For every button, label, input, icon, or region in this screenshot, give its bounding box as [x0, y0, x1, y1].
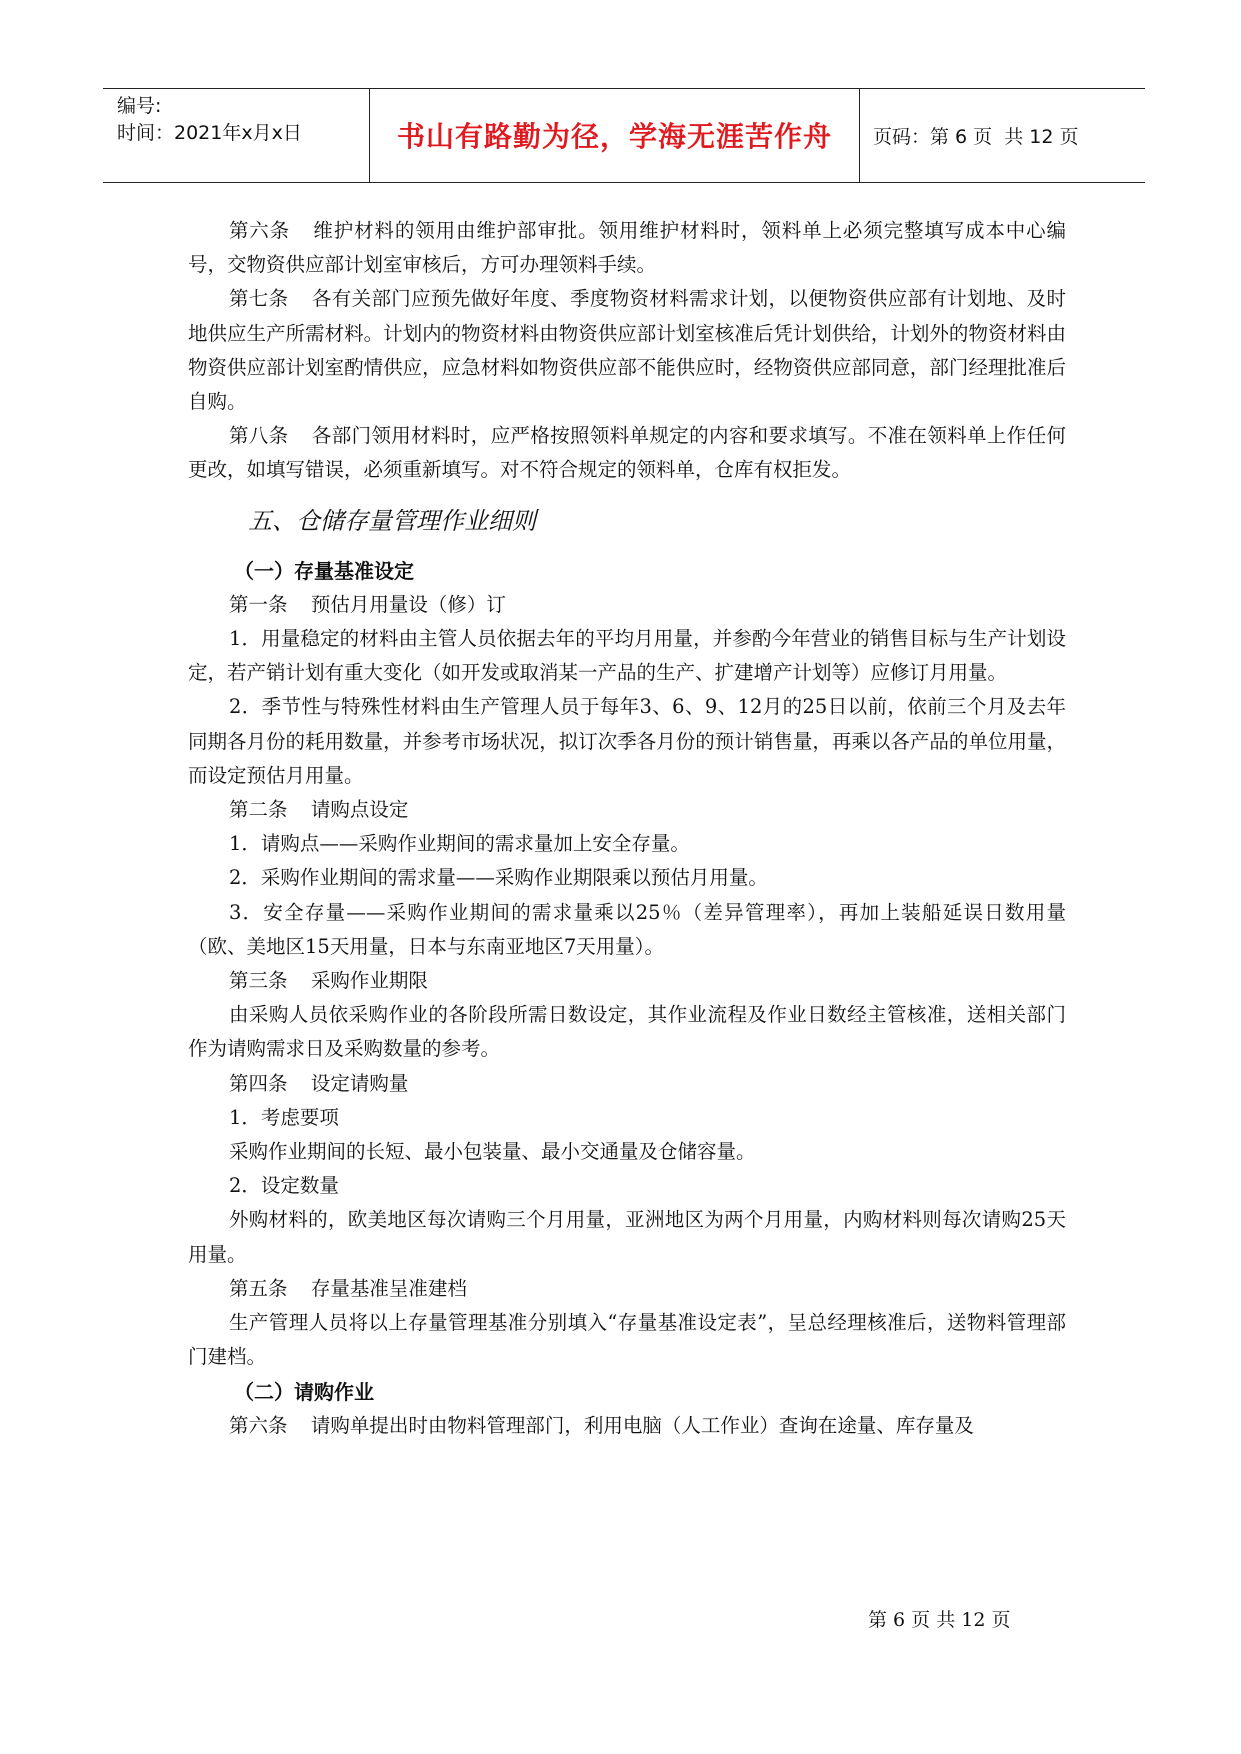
article-title: 采购作业期限: [310, 969, 428, 993]
article-number: 第一条: [228, 592, 288, 616]
article-text: 各有关部门应预先做好年度、季度物资材料需求计划，以便物资供应部有计划地、及时地供应生产所需材料。计划内的物资材料由物资供应部计划室核准后凭计划供给，计划外的物资材料由物资供应部计划室酌情供应，应急材料如物资供应部不能供应时，经物资供应部同意，部门经理批准后自购。: [188, 287, 1066, 414]
list-item: 1．考虑要项: [228, 1105, 339, 1129]
time-label: 时间：2021年x月x日: [117, 122, 302, 144]
list-item: 3．安全存量——采购作业期间的需求量乘以25％（差异管理率），再加上装船延误日数用量（欧、美地区15天用量，日本与东南亚地区7天用量）。: [188, 900, 1066, 958]
paragraph: [188, 588, 1066, 622]
article-text: 请购单提出时由物料管理部门，利用电脑（人工作业）查询在途量、库存量及: [310, 1413, 974, 1437]
article-text: 维护材料的领用由维护部审批。领用维护材料时，领料单上必须完整填写成本中心编号，交物资供应部计划室审核后，方可办理领料手续。: [188, 219, 1066, 277]
paragraph: 外购材料的，欧美地区每次请购三个月用量，亚洲地区为两个月用量，内购材料则每次请购25天用量。: [188, 1208, 1066, 1266]
article-number: 第六条: [228, 219, 291, 242]
header-meta: [117, 93, 367, 147]
article-title: 存量基准呈准建档: [310, 1276, 467, 1300]
paragraph: 生产管理人员将以上存量管理基准分别填入“存量基准设定表”，呈总经理核准后，送物料管理部门建档。: [188, 1311, 1066, 1369]
paragraph: [188, 964, 1066, 998]
article-number: 第二条: [228, 798, 288, 822]
page-footer: 第 6 页 共 12 页: [868, 1609, 1011, 1631]
paragraph: [188, 419, 1066, 487]
paragraph: 由采购人员依采购作业的各阶段所需日数设定，其作业流程及作业日数经主管核准，送相关部门作为请购需求日及采购数量的参考。: [188, 1003, 1066, 1061]
article-number: 第三条: [228, 969, 288, 993]
paragraph: [188, 1409, 1066, 1443]
article-number: 第五条: [228, 1276, 288, 1300]
section-title: 五、仓储存量管理作业细则: [248, 506, 536, 535]
list-item: 1．用量稳定的材料由主管人员依据去年的平均月用量，并参酌今年营业的销售目标与生产计划设定，若产销计划有重大变化（如开发或取消某一产品的生产、扩建增产计划等）应修订月用量。: [188, 627, 1066, 685]
paragraph: [188, 282, 1066, 419]
header-page-info: 页码：第 6 页 共 12 页: [873, 125, 1079, 148]
paragraph: 采购作业期间的长短、最小包装量、最小交通量及仓储容量。: [228, 1140, 756, 1164]
paragraph: [188, 214, 1066, 282]
paragraph: [188, 1067, 1066, 1101]
paragraph: [188, 1272, 1066, 1306]
article-number: 第八条: [228, 424, 289, 448]
article-number: 第四条: [228, 1071, 288, 1095]
document-body: [188, 214, 1066, 1443]
list-item: 1．请购点——采购作业期间的需求量加上安全存量。: [228, 832, 690, 856]
header-motto: 书山有路勤为径，学海无涯苦作舟: [396, 120, 832, 153]
article-title: 预估月用量设（修）订: [310, 592, 506, 616]
article-title: 设定请购量: [310, 1071, 409, 1095]
page-header: [103, 88, 1145, 183]
list-item: 2．季节性与特殊性材料由生产管理人员于每年3、6、9、12月的25日以前，依前三个月及去年同期各月份的耗用数量，并参考市场状况，拟订次季各月份的预计销售量，再乘以各产品的单位用量，而设定预估月用量。: [188, 695, 1066, 787]
subsection-title: （一）存量基准设定: [234, 558, 414, 583]
article-title: 请购点设定: [310, 798, 409, 822]
list-item: 2．采购作业期间的需求量——采购作业期限乘以预估月用量。: [228, 866, 768, 890]
list-item: 2．设定数量: [228, 1174, 339, 1198]
article-number: 第七条: [228, 287, 289, 311]
paragraph: [188, 793, 1066, 827]
serial-label: 编号:: [117, 95, 162, 117]
header-divider: [859, 89, 860, 182]
article-text: 各部门领用材料时，应严格按照领料单规定的内容和要求填写。不准在领料单上作任何更改，如填写错误，必须重新填写。对不符合规定的领料单，仓库有权拒发。: [188, 424, 1066, 482]
subsection-title: （二）请购作业: [234, 1379, 374, 1404]
article-number: 第六条: [228, 1413, 288, 1437]
